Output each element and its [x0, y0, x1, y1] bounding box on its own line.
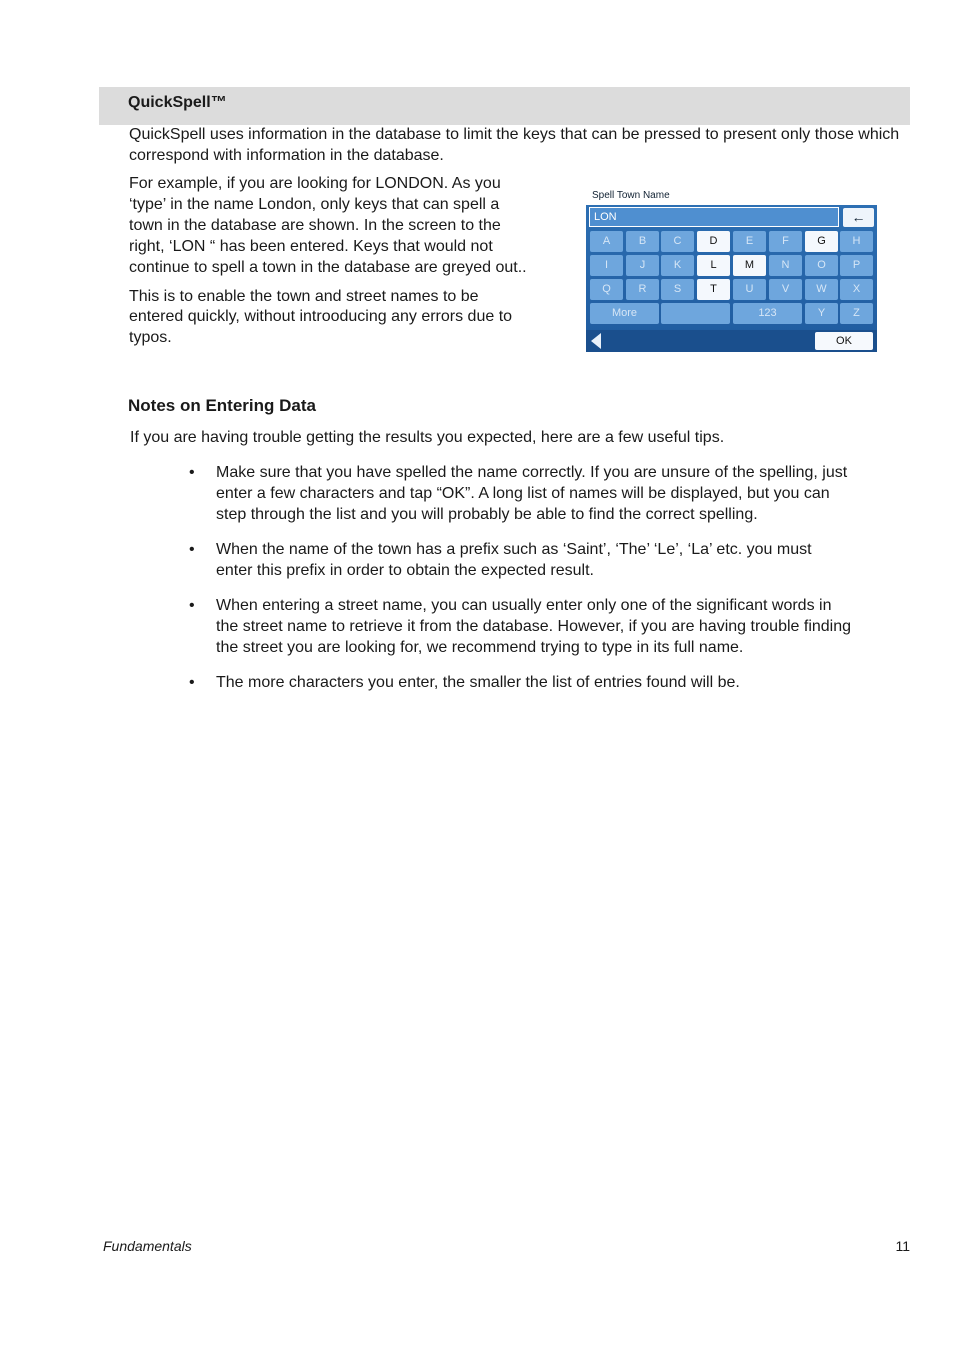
text-line: right, ‘LON “ has been entered. Keys that would not	[129, 238, 493, 255]
back-triangle-icon[interactable]	[591, 333, 601, 349]
key-t[interactable]: T	[697, 279, 730, 300]
text-line: This is to enable the town and street names to be	[129, 288, 479, 305]
key-n[interactable]: N	[769, 255, 802, 276]
key-q[interactable]: Q	[590, 279, 623, 300]
spell-town-keyboard-screenshot	[586, 187, 877, 352]
key-j[interactable]: J	[626, 255, 659, 276]
key-s[interactable]: S	[661, 279, 694, 300]
section-title-notes: Notes on Entering Data	[128, 396, 316, 415]
text-line: entered quickly, without introoducing any errors due to	[129, 308, 513, 325]
text-line: Make sure that you have spelled the name correctly. If you are unsure of the spelling, just	[216, 464, 848, 481]
section-title-quickspell: QuickSpell™	[128, 94, 227, 111]
key-o[interactable]: O	[805, 255, 838, 276]
key-r[interactable]: R	[626, 279, 659, 300]
keyboard-footer	[586, 330, 877, 352]
text-line: the street you are looking for, we recommend trying to type in its full name.	[216, 639, 744, 656]
bullet-icon: •	[189, 541, 195, 558]
text-line: The more characters you enter, the smaller the list of entries found will be.	[216, 674, 740, 691]
key-v[interactable]: V	[769, 279, 802, 300]
key-w[interactable]: W	[805, 279, 838, 300]
text-line: continue to spell a town in the database are greyed out..	[129, 259, 527, 276]
text-line: step through the list and you will probably be able to find the correct spelling.	[216, 506, 758, 523]
key-x[interactable]: X	[840, 279, 873, 300]
text-line: the street name to retrieve it from the database. However, if you are having trouble finding	[216, 618, 852, 635]
key-y[interactable]: Y	[805, 303, 838, 324]
bullet-icon: •	[189, 597, 195, 614]
key-i[interactable]: I	[590, 255, 623, 276]
left-arrow-icon[interactable]: ←	[843, 208, 874, 227]
key-z[interactable]: Z	[840, 303, 873, 324]
town-name-entry[interactable]: LON	[589, 207, 839, 227]
notes-intro: If you are having trouble getting the results you expected, here are a few useful tips.	[130, 429, 725, 446]
key-d[interactable]: D	[697, 231, 730, 252]
text-line: typos.	[129, 329, 172, 346]
key-k[interactable]: K	[661, 255, 694, 276]
space-key[interactable]	[661, 303, 730, 324]
quickspell-intro: QuickSpell uses information in the database to limit the keys that can be pressed to present only those which correspond with information in the database.	[129, 126, 900, 164]
text-line: When the name of the town has a prefix such as ‘Saint’, ‘The’ ‘Le’, ‘La’ etc. you must	[216, 541, 812, 558]
key-u[interactable]: U	[733, 279, 766, 300]
bullet-icon: •	[189, 464, 195, 481]
text-line: town in the database are shown. In the screen to the	[129, 217, 501, 234]
key-c[interactable]: C	[661, 231, 694, 252]
key-g[interactable]: G	[805, 231, 838, 252]
text-line: enter a few characters and tap “OK”. A long list of names will be displayed, but you can	[216, 485, 830, 502]
more-button[interactable]: More	[590, 303, 659, 324]
page-number: 11	[895, 1238, 910, 1254]
text-line: enter this prefix in order to obtain the expected result.	[216, 562, 594, 579]
numbers-button[interactable]: 123	[733, 303, 802, 324]
key-f[interactable]: F	[769, 231, 802, 252]
text-line: ‘type’ in the name London, only keys that can spell a	[129, 196, 500, 213]
keyboard-title: Spell Town Name	[592, 190, 670, 201]
key-a[interactable]: A	[590, 231, 623, 252]
footer-section-name: Fundamentals	[103, 1238, 192, 1254]
ok-button[interactable]: OK	[815, 332, 873, 350]
text-line: For example, if you are looking for LONDON. As you	[129, 175, 501, 192]
key-p[interactable]: P	[840, 255, 873, 276]
key-b[interactable]: B	[626, 231, 659, 252]
text-line: When entering a street name, you can usually enter only one of the significant words in	[216, 597, 832, 614]
key-l[interactable]: L	[697, 255, 730, 276]
bullet-icon: •	[189, 674, 195, 691]
key-m[interactable]: M	[733, 255, 766, 276]
key-h[interactable]: H	[840, 231, 873, 252]
key-e[interactable]: E	[733, 231, 766, 252]
